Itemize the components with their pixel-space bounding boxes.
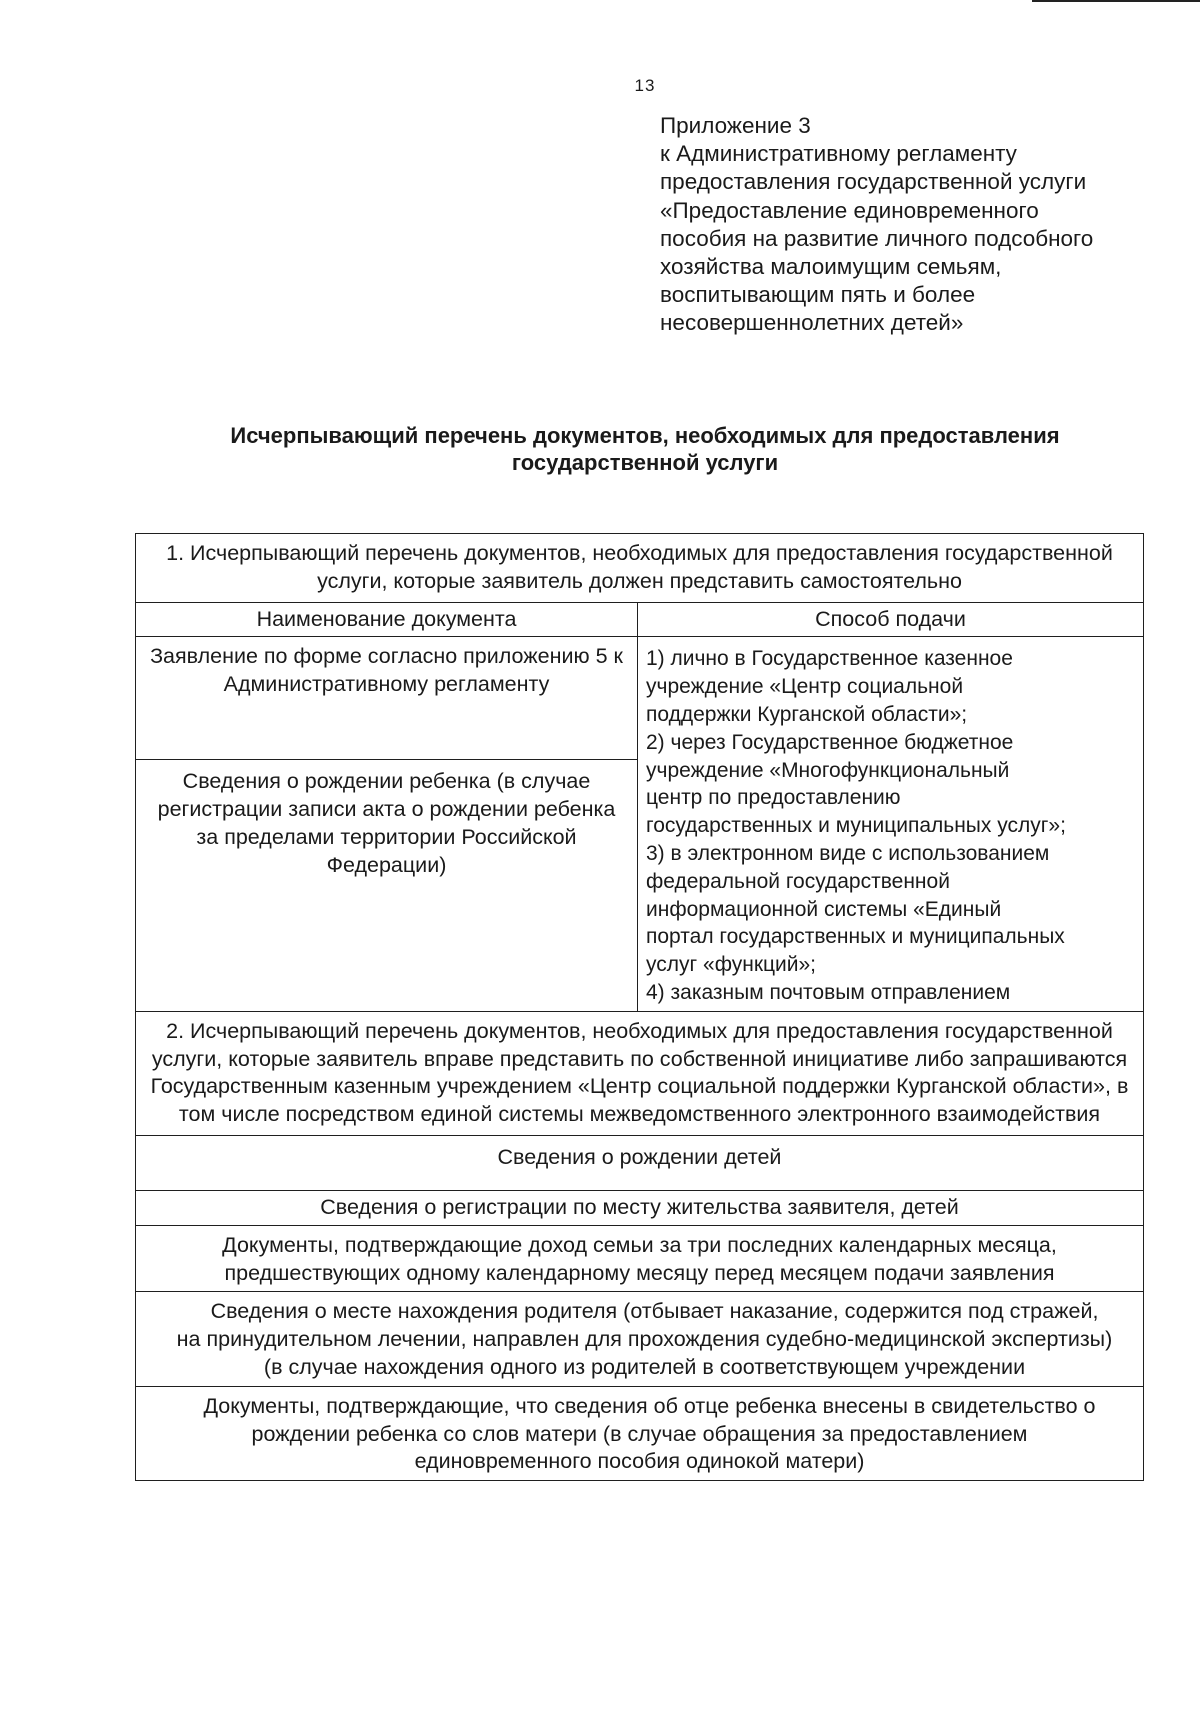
table-row — [136, 1011, 1144, 1135]
method-line: поддержки Курганской области»; — [646, 702, 968, 726]
page-number: 13 — [634, 76, 656, 95]
appendix-line: несовершеннолетних детей» — [660, 310, 964, 336]
table-row — [136, 1292, 1144, 1386]
method-line: государственных и муниципальных услуг»; — [646, 814, 1066, 838]
section-2-heading: 2. Исчерпывающий перечень документов, необходимых для предоставления государственной услуги, которые заявитель вправе представить по собственной инициативе либо запрашиваются Государственным казенным учреждением «Центр социальной поддержки Курганской области», в том числе посредством единой системы межведомственного электронного взаимодействия — [136, 1011, 1144, 1135]
appendix-header — [660, 112, 1140, 338]
document-row: Документы, подтверждающие, что сведения об отце ребенка внесены в свидетельство о рождении ребенка со слов матери (в случае обращения за предоставлением единовременного пособия одинокой матери) — [136, 1386, 1144, 1480]
table-row — [136, 637, 1144, 760]
method-line: портал государственных и муниципальных — [646, 925, 1065, 949]
document-title — [150, 422, 1140, 476]
appendix-line: Приложение 3 — [660, 113, 811, 138]
method-line: 3) в электронном виде с использованием — [646, 841, 1050, 865]
appendix-line: хозяйства малоимущим семьям, — [660, 254, 1002, 280]
section-1-heading: 1. Исчерпывающий перечень документов, необходимых для предоставления государственной услуги, которые заявитель должен представить самостоятельно — [136, 534, 1144, 603]
document-cell: Заявление по форме согласно приложению 5 к Административному регламенту — [136, 637, 638, 760]
appendix-line: «Предоставление единовременного — [660, 197, 1039, 223]
appendix-line: воспитывающим пять и более — [660, 282, 976, 308]
table-row — [136, 1190, 1144, 1225]
table-row — [136, 1135, 1144, 1190]
table-header-row — [136, 602, 1144, 637]
submission-methods-cell — [638, 637, 1144, 1011]
document-cell: Сведения о рождении ребенка (в случае регистрации записи акта о рождении ребенка за пределами территории Российской Федерации) — [136, 760, 638, 1011]
table-row — [136, 1386, 1144, 1480]
top-edge-rule — [1032, 0, 1200, 2]
header-document-name: Наименование документа — [136, 602, 638, 637]
method-line: 2) через Государственное бюджетное — [646, 730, 1014, 754]
method-line: федеральной государственной — [646, 869, 950, 893]
method-line: учреждение «Многофункциональный — [646, 758, 1010, 782]
method-line: 4) заказным почтовым отправлением — [646, 980, 1011, 1004]
documents-table — [135, 533, 1144, 1481]
method-line: информационной системы «Единый — [646, 897, 1002, 921]
appendix-line: предоставления государственной услуги — [660, 169, 1087, 195]
document-title-line: Исчерпывающий перечень документов, необходимых для предоставления — [230, 423, 1060, 448]
appendix-line: пособия на развитие личного подсобного — [660, 225, 1094, 251]
method-line: учреждение «Центр социальной — [646, 675, 964, 699]
table-row — [136, 1225, 1144, 1292]
document-row: Сведения о рождении детей — [136, 1135, 1144, 1190]
document-row: Документы, подтверждающие доход семьи за три последних календарных месяца, предшествующих одному календарному месяцу перед месяцем подачи заявления — [136, 1225, 1144, 1292]
document-row: Сведения о месте нахождения родителя (отбывает наказание, содержится под стражей, на принудительном лечении, направлен для прохождения судебно-медицинской экспертизы) (в случае нахождения одного из родителей в соответствующем учреждении — [136, 1292, 1144, 1386]
document-row: Сведения о регистрации по месту жительства заявителя, детей — [136, 1190, 1144, 1225]
appendix-line: к Административному регламенту — [660, 141, 1017, 167]
document-title-line: государственной услуги — [511, 450, 779, 475]
table-row — [136, 534, 1144, 603]
method-line: услуг «функций»; — [646, 953, 817, 977]
method-line: центр по предоставлению — [646, 786, 901, 810]
header-submission-method: Способ подачи — [638, 602, 1144, 637]
method-line: 1) лично в Государственное казенное — [646, 647, 1013, 671]
